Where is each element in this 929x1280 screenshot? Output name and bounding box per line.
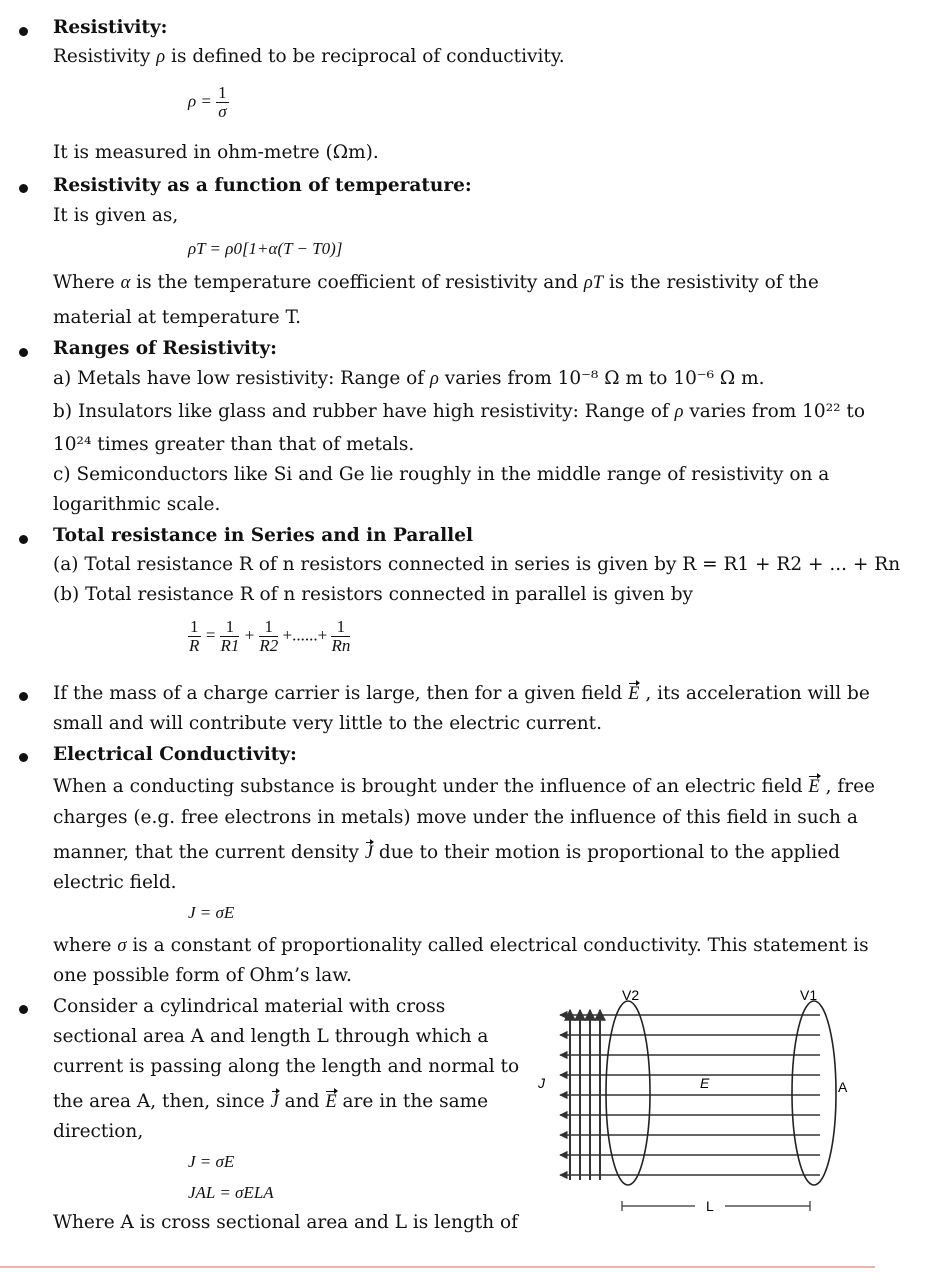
ohm-law-equation: J = σE — [188, 903, 235, 922]
mass-line-1: If the mass of a charge carrier is large, then for a given field E , its acceleration will be — [53, 683, 870, 704]
cylinder-l4: the area A, then, since J and E are in the same — [53, 1091, 489, 1112]
cylinder-l3: current is passing along the length and normal to — [53, 1056, 520, 1077]
mass-line-2: small and will contribute very little to the electric current. — [53, 713, 602, 734]
label-a: A — [838, 1079, 848, 1095]
bullet — [19, 535, 28, 544]
resistivity-unit: It is measured in ohm-metre (Ωm). — [53, 142, 379, 163]
heading-resistivity: Resistivity: — [53, 17, 168, 38]
cylinder-l2: sectional area A and length L through which a — [53, 1026, 489, 1047]
heading-total-resistance: Total resistance in Series and in Parallel — [53, 525, 473, 546]
bullet — [19, 1005, 28, 1014]
label-l: L — [706, 1198, 714, 1214]
conductivity-l1: When a conducting substance is brought under the influence of an electric field E , free — [53, 776, 875, 797]
parallel-equation: $\frac{1}{R}$ = $\frac{1}{R1}$ + $\frac{1}{R2}$ +......+ $\frac{1}{Rn}$ — [189, 617, 351, 655]
cylinder-right-face — [792, 1001, 836, 1185]
range-semiconductors-2: logarithmic scale. — [53, 494, 221, 515]
range-semiconductors: c) Semiconductors like Si and Ge lie roughly in the middle range of resistivity on a — [53, 464, 830, 485]
cylinder-eq-1: J = σE — [188, 1152, 235, 1171]
resistivity-definition: Resistivity ρ is defined to be reciprocal of conductivity. — [53, 46, 565, 67]
bullet — [19, 184, 28, 193]
cylinder-l1: Consider a cylindrical material with cross — [53, 996, 446, 1017]
heading-ranges: Ranges of Resistivity: — [53, 338, 278, 359]
label-j: J — [538, 1075, 545, 1091]
conductivity-where-2: one possible form of Ohm’s law. — [53, 965, 352, 986]
label-e: E — [700, 1075, 710, 1091]
bullet — [19, 753, 28, 762]
bullet — [19, 27, 28, 36]
cylinder-last: Where A is cross sectional area and L is length of — [53, 1212, 519, 1233]
resistivity-equation: ρ = $\frac{1}{\sigma}$ — [188, 83, 227, 121]
length-dimension — [622, 1201, 810, 1211]
heading-conductivity: Electrical Conductivity: — [53, 744, 297, 765]
range-metals: a) Metals have low resistivity: Range of ρ varies from 10⁻⁸ Ω m to 10⁻⁶ Ω m. — [53, 368, 765, 389]
temperature-equation: ρT = ρ0[1+α(T − T0)] — [188, 239, 343, 258]
heading-temperature: Resistivity as a function of temperature: — [53, 175, 472, 196]
cylinder-left-face — [606, 1001, 650, 1185]
conductivity-l2: charges (e.g. free electrons in metals) move under the influence of this field in such a — [53, 807, 858, 828]
cylinder-figure — [530, 980, 860, 1220]
conductivity-l3: manner, that the current density J due to their motion is proportional to the applied — [53, 842, 841, 863]
temperature-intro: It is given as, — [53, 205, 179, 226]
cylinder-eq-2: JAL = σELA — [188, 1183, 274, 1202]
conductivity-where: where σ is a constant of proportionality called electrical conductivity. This statement is — [53, 935, 869, 956]
series-resistance: (a) Total resistance R of n resistors connected in series is given by R = R1 + R2 + ... + Rn — [53, 554, 901, 575]
bottom-divider — [0, 1266, 875, 1268]
temperature-where: Where α is the temperature coefficient of resistivity and ρT is the resistivity of the — [53, 272, 819, 293]
conductivity-l4: electric field. — [53, 872, 177, 893]
range-insulators-2: 10²⁴ times greater than that of metals. — [53, 434, 415, 455]
range-insulators: b) Insulators like glass and rubber have high resistivity: Range of ρ varies from 10²² to — [53, 401, 865, 422]
label-v1: V1 — [800, 987, 818, 1003]
temperature-where-2: material at temperature T. — [53, 307, 301, 328]
label-v2: V2 — [622, 987, 640, 1003]
parallel-resistance: (b) Total resistance R of n resistors connected in parallel is given by — [53, 584, 694, 605]
bullet — [19, 692, 28, 701]
bullet — [19, 348, 28, 357]
cylinder-l5: direction, — [53, 1121, 144, 1142]
